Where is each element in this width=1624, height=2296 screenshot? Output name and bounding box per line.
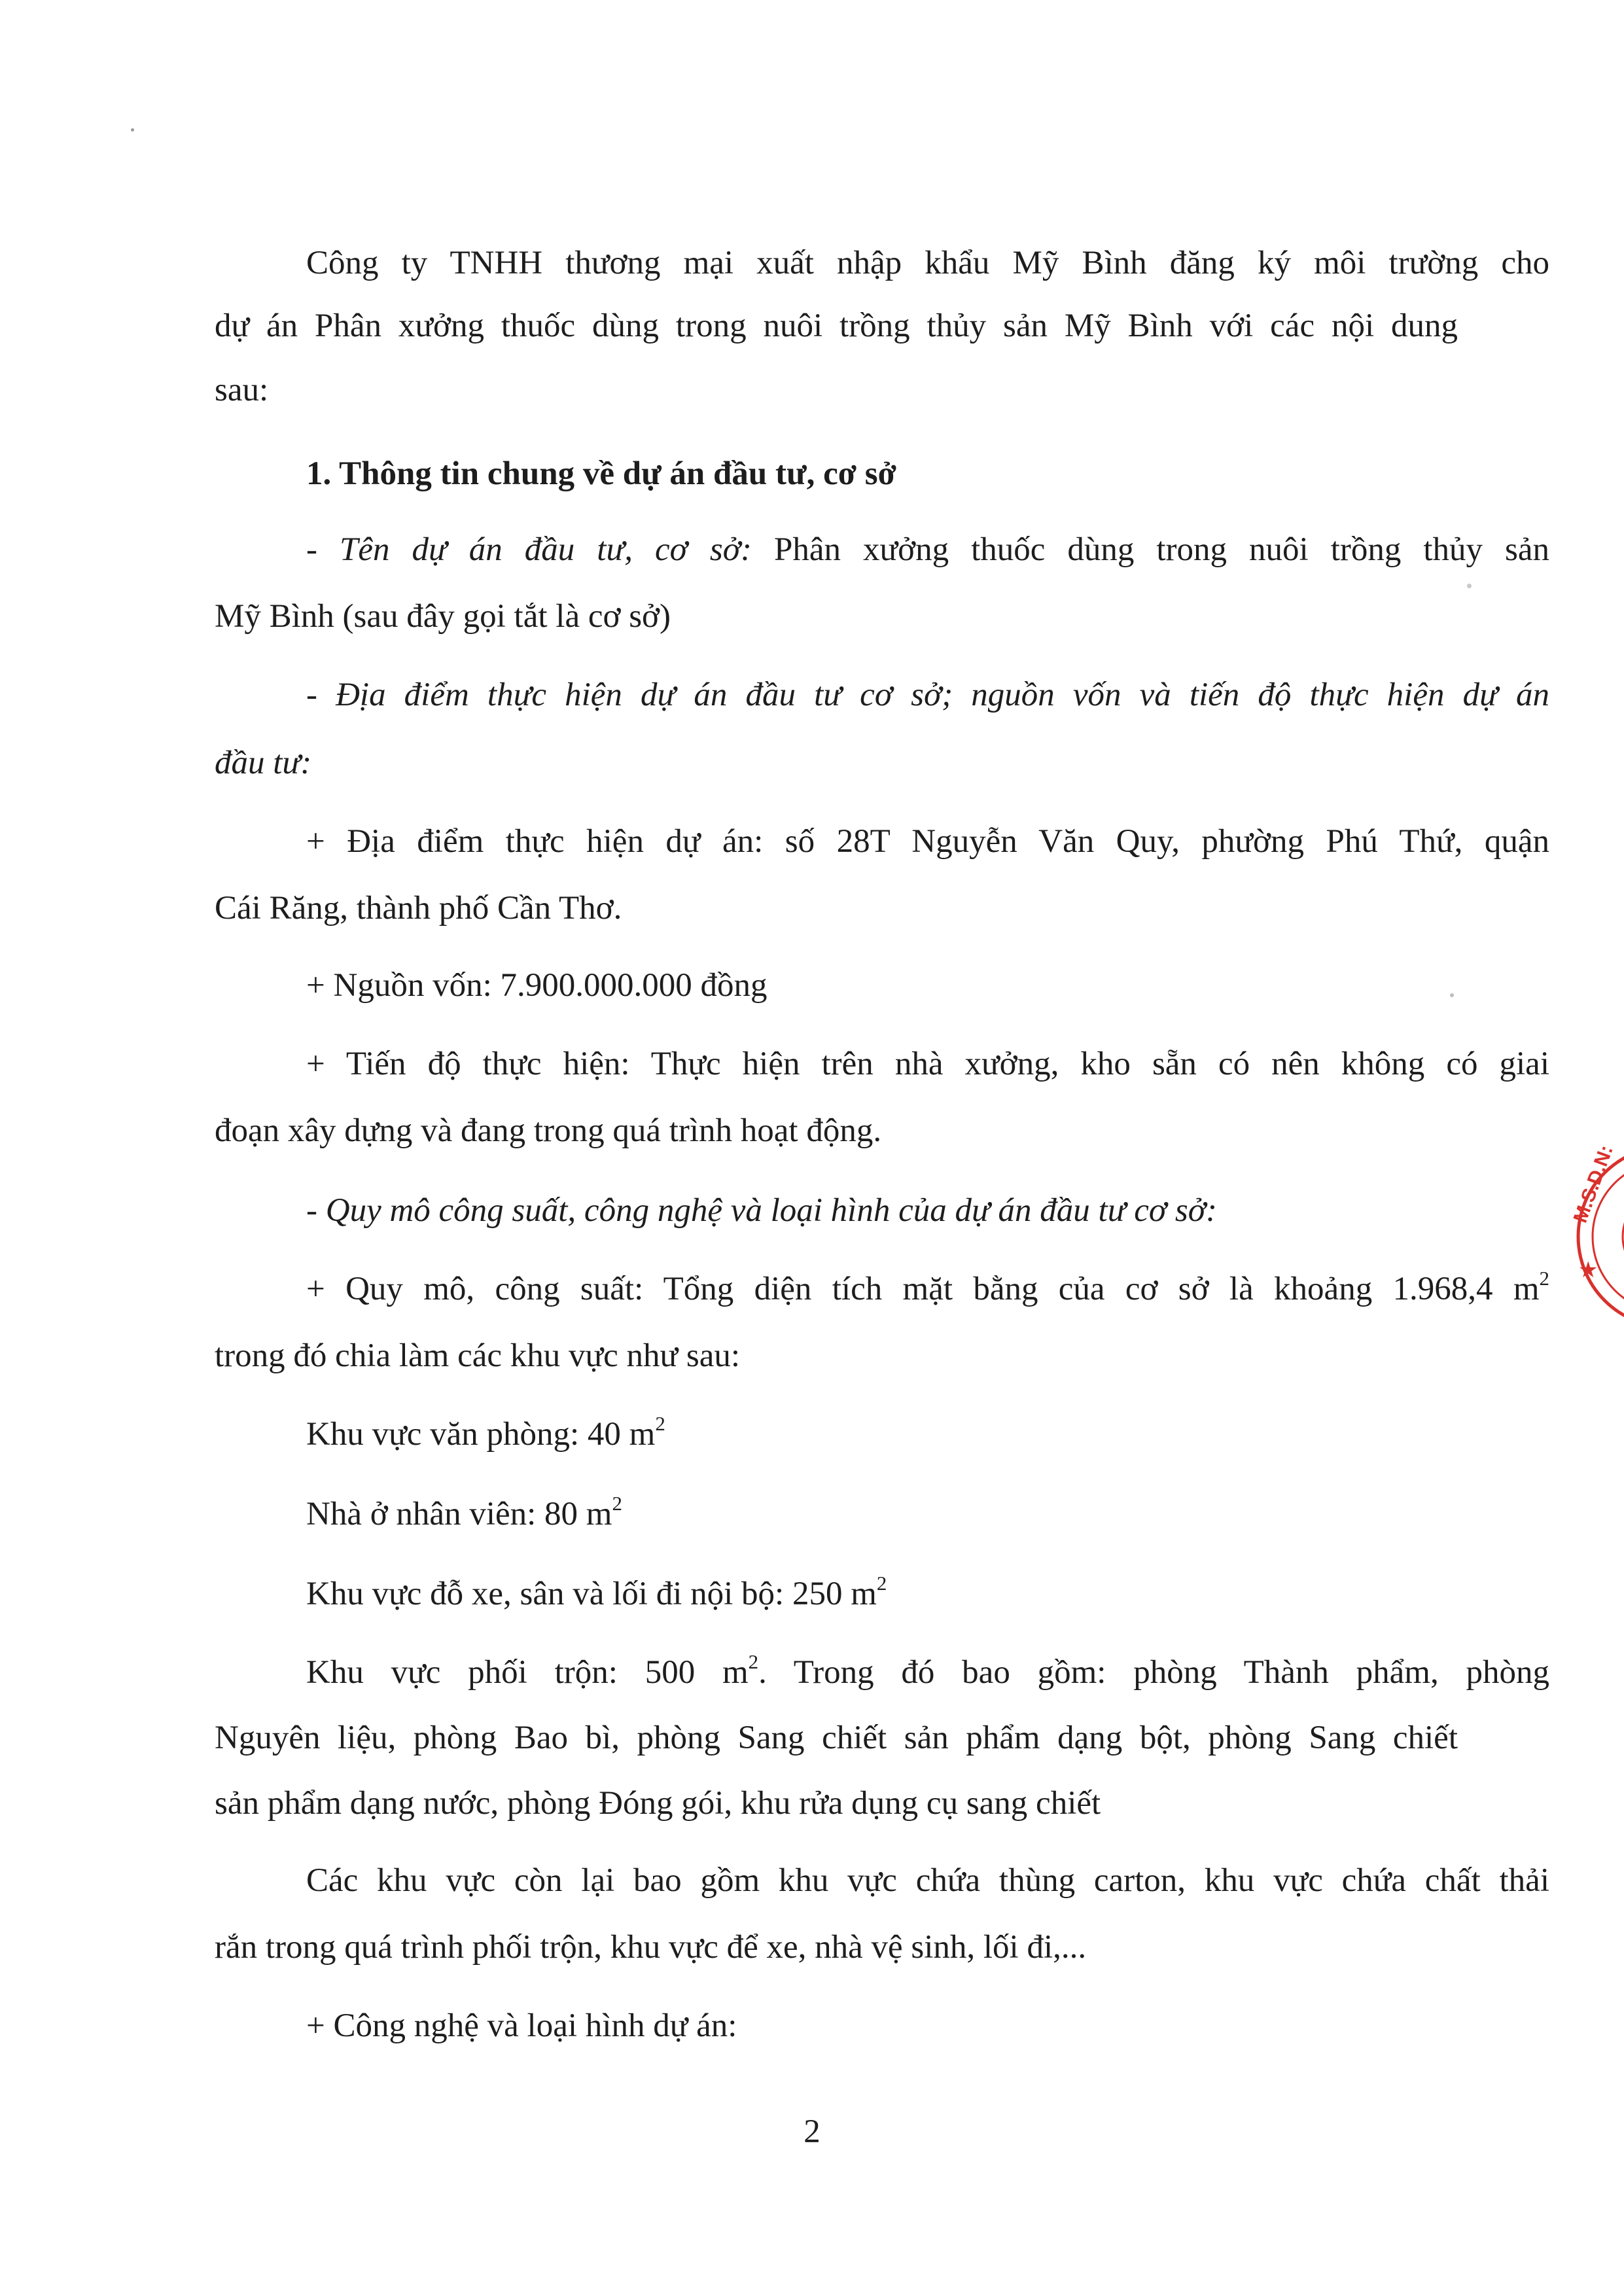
- staff-house-area-text: Nhà ở nhân viên: 80 m: [306, 1496, 612, 1532]
- mixing-line-1: [306, 1651, 1549, 1693]
- scale-line-2: trong đó chia làm các khu vực như sau:: [215, 1337, 741, 1374]
- mixing-line-3: sản phẩm dạng nước, phòng Đóng gói, khu rửa dụng cụ sang chiết: [215, 1785, 1101, 1822]
- other-areas-line-2: rắn trong quá trình phối trộn, khu vực để xe, nhà vệ sinh, lối đi,...: [215, 1929, 1087, 1966]
- intro-line-1: Công ty TNHH thương mại xuất nhập khẩu Mỹ Bình đăng ký môi trường cho: [306, 245, 1549, 281]
- technology-line: + Công nghệ và loại hình dự án:: [306, 2007, 737, 2044]
- scan-speck: [131, 128, 134, 132]
- project-name-line-1: [306, 529, 1549, 571]
- superscript: 2: [748, 1650, 759, 1673]
- company-seal-stamp: [1564, 1139, 1624, 1335]
- progress-line-1: + Tiến độ thực hiện: Thực hiện trên nhà xưởng, kho sẵn có nên không có giai: [306, 1046, 1549, 1082]
- office-area-text: Khu vực văn phòng: 40 m: [306, 1416, 656, 1453]
- scan-speck: [1467, 584, 1472, 588]
- svg-text:M.S.D.N:: M.S.D.N:: [1569, 1142, 1617, 1226]
- address-line-2: Cái Răng, thành phố Cần Thơ.: [215, 890, 622, 927]
- project-name-value: Phân xưởng thuốc dùng trong nuôi trồng thủy sản: [751, 531, 1549, 568]
- mixing-line-2: Nguyên liệu, phòng Bao bì, phòng Sang chiết sản phẩm dạng bột, phòng Sang chiết: [215, 1720, 1458, 1756]
- scale-line-1: [306, 1268, 1549, 1310]
- superscript: 2: [655, 1412, 665, 1435]
- capital-line: + Nguồn vốn: 7.900.000.000 đồng: [306, 967, 768, 1004]
- location-label-line-1: - Địa điểm thực hiện dự án đầu tư cơ sở; nguồn vốn và tiến độ thực hiện dự án: [306, 677, 1549, 713]
- superscript: 2: [612, 1492, 622, 1515]
- progress-line-2: đoạn xây dựng và đang trong quá trình hoạt động.: [215, 1112, 882, 1149]
- mixing-area-text: Khu vực phối trộn: 500 m: [306, 1654, 749, 1691]
- section-heading: 1. Thông tin chung về dự án đầu tư, cơ sở: [306, 455, 896, 492]
- scan-speck: [1450, 993, 1454, 997]
- location-label-line-2: đầu tư:: [215, 745, 312, 781]
- mixing-rooms-text: . Trong đó bao gồm: phòng Thành phẩm, phòng: [758, 1654, 1549, 1691]
- project-name-line-2: Mỹ Bình (sau đây gọi tắt là cơ sở): [215, 598, 671, 635]
- office-area: [306, 1413, 1549, 1455]
- staff-house-area: [306, 1493, 1549, 1535]
- intro-line-3: sau:: [215, 372, 269, 408]
- intro-line-2: dự án Phân xưởng thuốc dùng trong nuôi trồng thủy sản Mỹ Bình với các nội dung: [215, 308, 1458, 344]
- scale-text: + Quy mô, công suất: Tổng diện tích mặt bằng của cơ sở là khoảng 1.968,4 m: [306, 1271, 1540, 1307]
- page-number: 2: [803, 2113, 821, 2150]
- parking-area: [306, 1573, 1549, 1615]
- address-line-1: + Địa điểm thực hiện dự án: số 28T Nguyễn Văn Quy, phường Phú Thứ, quận: [306, 823, 1549, 860]
- superscript: 2: [876, 1572, 887, 1595]
- scale-label: - Quy mô công suất, công nghệ và loại hình của dự án đầu tư cơ sở:: [306, 1192, 1217, 1229]
- svg-text:★: ★: [1578, 1257, 1598, 1283]
- parking-area-text: Khu vực đỗ xe, sân và lối đi nội bộ: 250 m: [306, 1576, 877, 1612]
- project-name-label: - Tên dự án đầu tư, cơ sở:: [306, 531, 752, 568]
- superscript: 2: [1539, 1267, 1549, 1290]
- other-areas-line-1: Các khu vực còn lại bao gồm khu vực chứa thùng carton, khu vực chứa chất thải: [306, 1862, 1549, 1899]
